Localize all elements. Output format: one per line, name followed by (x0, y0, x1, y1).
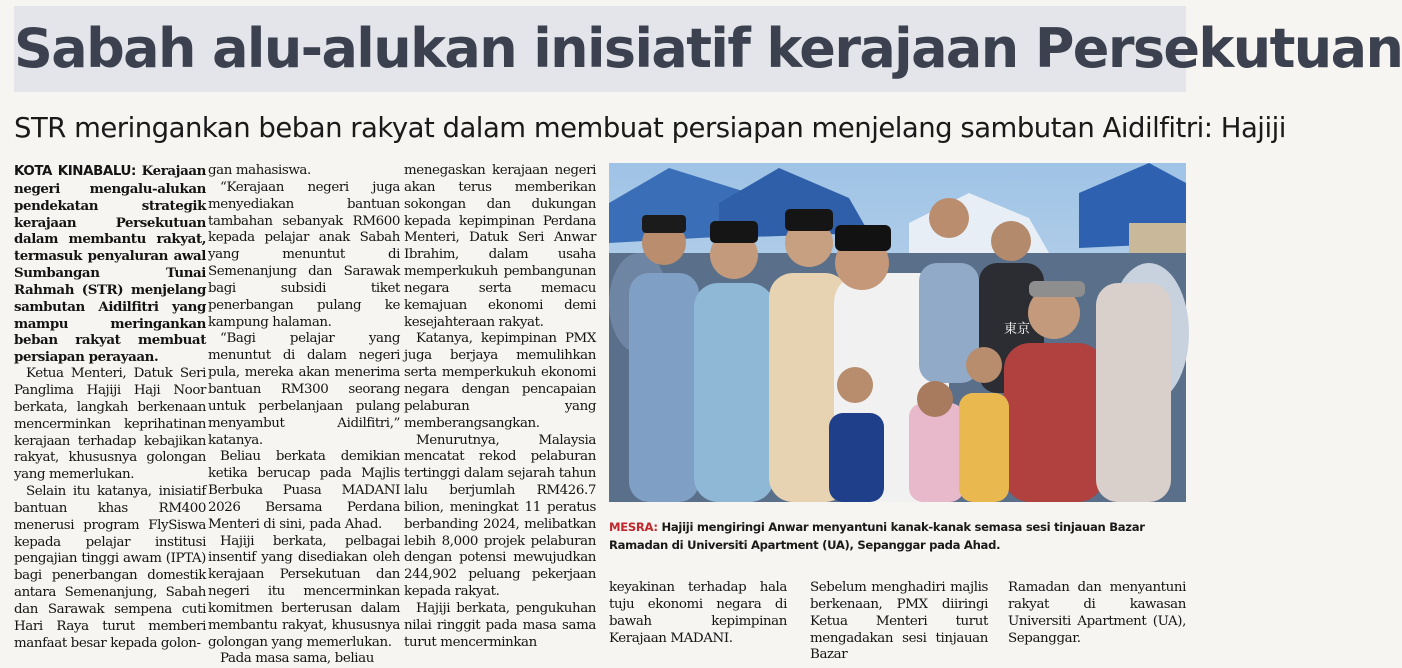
news-photo (609, 163, 1186, 502)
article-column-2 (208, 163, 400, 668)
paragraph: Ketua Menteri, Datuk Seri Panglima Hajiji Haji Noor berkata, langkah berkenaan mencerminkan keprihatinan kerajaan terhadap kebajikan rakyat, khususnya golongan yang memerlukan. (14, 366, 206, 483)
paragraph: Menurutnya, Malaysia mencatat rekod pelaburan tertinggi dalam sejarah tahun lalu berjumlah RM426.7 bilion, meningkat 11 peratus berbanding 2024, melibatkan lebih 8,000 projek pelaburan dengan potensi mewujudkan 244,902 peluang pekerjaan kepada rakyat. (404, 432, 596, 600)
paragraph: Beliau berkata demikian ketika berucap pada Majlis Berbuka Puasa MADANI 2026 Bersama Perdana Menteri di sini, pada Ahad. (208, 449, 400, 532)
paragraph: gan mahasiswa. (208, 163, 311, 178)
article-column-5: Sebelum menghadiri majlis berkenaan, PMX diiringi Ketua Menteri turut mengadakan sesi tinjauan Bazar (810, 580, 988, 663)
caption-text: Hajiji mengiringi Anwar menyantuni kanak-kanak semasa sesi tinjauan Bazar Ramadan di Universiti Apartment (UA), Sepanggar pada Ahad. (609, 520, 1145, 552)
paragraph: “Bagi pelajar yang menuntut di dalam negeri pula, mereka akan menerima bantuan RM300 seorang untuk perbelanjaan pulang menyambut Aidilfitri,” katanya. (208, 331, 400, 448)
article-column-3 (404, 163, 596, 651)
article-column-1 (14, 163, 206, 652)
lead-text: Kerajaan negeri mengalu-alukan pendekatan strategik kerajaan Persekutuan dalam membantu rakyat, termasuk penyaluran awal Sumbangan Tunai Rahmah (STR) menjelang sambutan Aidilfitri yang mampu meringankan beban rakyat membuat persiapan perayaan. (14, 163, 206, 366)
lead-paragraph (14, 163, 206, 366)
paragraph: Katanya, kepimpinan PMX juga berjaya memulihkan serta memperkukuh ekonomi negara dengan pencapaian pelaburan yang memberangsangkan. (404, 331, 596, 431)
photo-caption (609, 518, 1186, 554)
caption-lead: MESRA: (609, 520, 658, 534)
paragraph: Hajiji berkata, pengukuhan nilai ringgit pada masa sama turut mencerminkan (404, 600, 596, 650)
photo-illustration (609, 163, 1186, 502)
headline: Sabah alu-alukan inisiatif kerajaan Persekutuan (14, 6, 1186, 92)
shirt-text: 東京 (1004, 322, 1031, 337)
paragraph: Pada masa sama, beliau (220, 651, 374, 667)
paragraph: “Kerajaan negeri juga menyediakan bantuan tambahan sebanyak RM600 kepada pelajar anak Sabah yang menuntut di Semenanjung dan Sarawak bagi subsidi tiket penerbangan pulang ke kampung halaman. (208, 179, 400, 330)
paragraph: Selain itu katanya, inisiatif bantuan khas RM400 menerusi program FlySiswa kepada pelajar institusi pengajian tinggi awam (IPTA) bagi penerbangan domestik antara Semenanjung, Sabah dan Sarawak sempena cuti Hari Raya turut memberi manfaat besar kepada golon- (14, 484, 206, 651)
dateline: KOTA KINABALU: (14, 164, 136, 179)
subheadline: STR meringankan beban rakyat dalam membuat persiapan menjelang sambutan Aidilfitri: Hajiji (14, 112, 1286, 144)
article-column-4: keyakinan terhadap hala tuju ekonomi negara di bawah kepimpinan Kerajaan MADANI. (609, 580, 787, 646)
article-column-6: Ramadan dan menyantuni rakyat di kawasan Universiti Apartment (UA), Sepanggar. (1008, 580, 1186, 646)
paragraph: menegaskan kerajaan negeri akan terus memberikan sokongan dan dukungan kepada kepimpinan Perdana Menteri, Datuk Seri Anwar Ibrahim, dalam usaha memperkukuh pembangunan negara serta memacu kemajuan ekonomi demi kesejahteraan rakyat. (404, 163, 596, 330)
paragraph: Hajiji berkata, pelbagai insentif yang disediakan oleh kerajaan Persekutuan dan negeri itu mencerminkan komitmen berterusan dalam membantu rakyat, khususnya golongan yang memerlukan. (208, 533, 400, 650)
